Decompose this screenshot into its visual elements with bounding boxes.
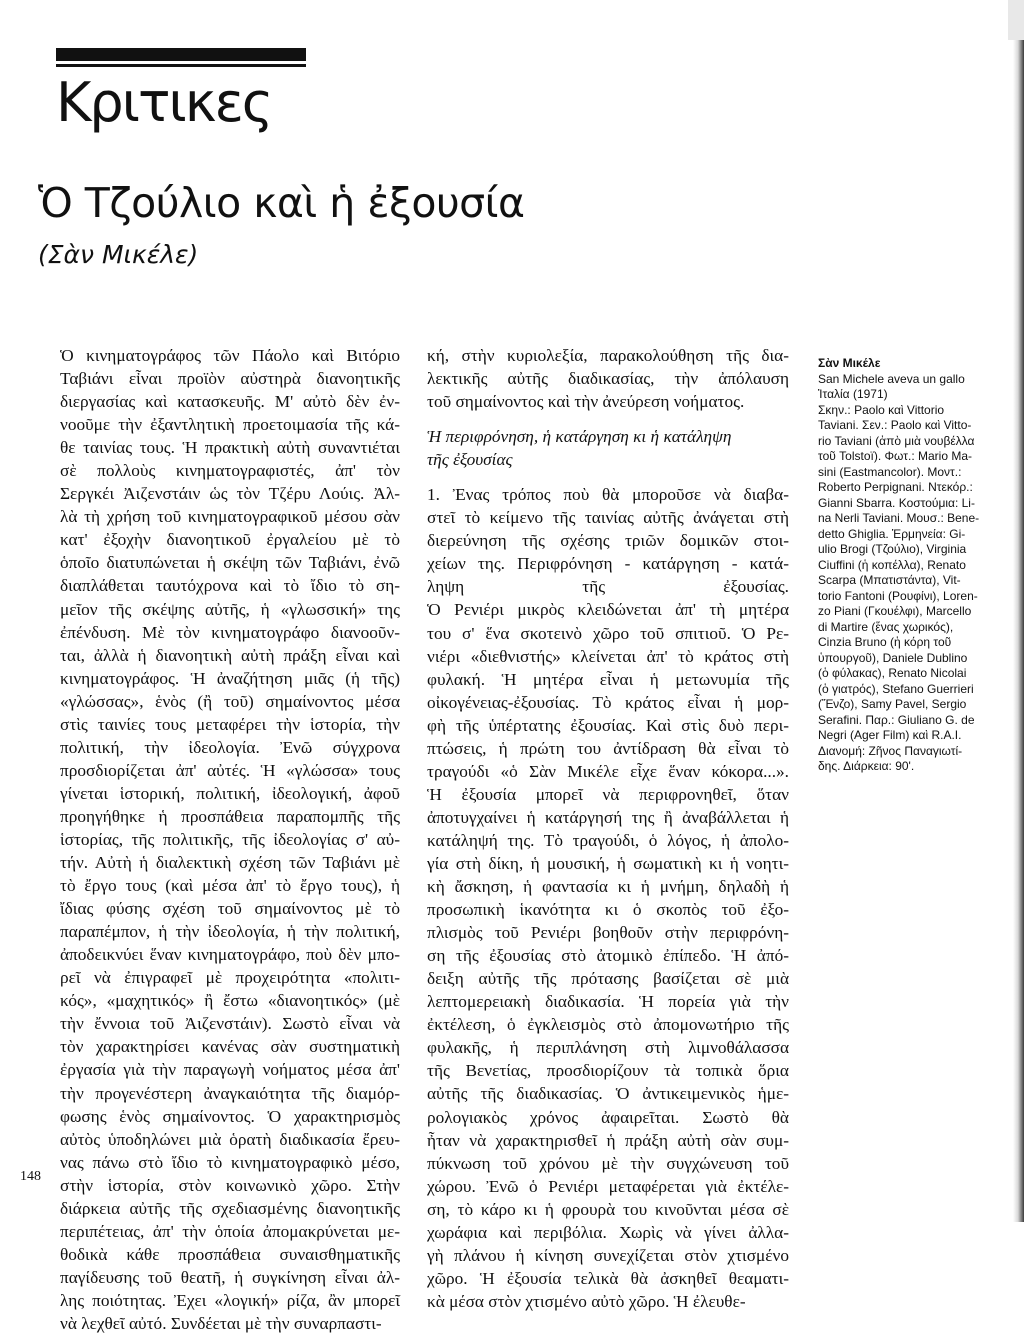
body-text-line: τὴν προγενέστερη ἀναγκαιότητα τῆς διαμόρ-: [60, 1083, 400, 1103]
credits-line: Negri (Ager Film) καὶ R.A.I.: [818, 728, 962, 742]
credits-line: Σκην.: Paolo καὶ Vittorio: [818, 402, 945, 417]
credits-line: δης. Διάρκεια: 90'.: [818, 759, 915, 773]
subheading-line: Ἡ περιφρόνηση, ἡ κατάργηση κι ἡ κατάληψη: [427, 427, 732, 447]
body-text-line: αὐτὸς ὑποδηλώνει μιὰ ὁρατὴ διαδικασία ἔρευ-: [60, 1129, 400, 1149]
body-text-line: χώρου. Ἐνῶ ὁ Ρενιέρι μεταφέρεται γιὰ ἐκτέλε-: [427, 1176, 789, 1196]
credits-line: sini (Eastmancolor). Μοντ.:: [818, 464, 962, 479]
body-text-line: ἀποτυγχαίνει ἡ κατάργησή της ἢ ἀναβάλλεται ἡ: [427, 807, 789, 827]
body-text-line: ἀποδεικνύει ἕναν κινηματογράφο, ποὺ δὲν μπο-: [60, 945, 400, 965]
body-text-line: ται, ἀλλὰ ἡ διανοητικὴ αὐτὴ πράξη εἶναι καὶ: [60, 645, 400, 665]
body-text-line: παραπέμπον, ἡ τὴν ἰδεολογία, ἡ τὴν πολιτική,: [60, 922, 400, 942]
body-text-line: ἐπένδυση. Μὲ τὸν κινηματογράφο διανοοῦν-: [60, 622, 400, 642]
body-text-line: παγίδευσης τοῦ θεατῆ, ἡ συγκίνηση εἶναι ἀλ-: [60, 1267, 400, 1287]
body-text-line: γὴ πλάνου ἡ κίνηση συνεχίζεται στὸν χτισμένο: [427, 1245, 789, 1265]
body-text-line: ἐργασία γιὰ τὴν παραγωγὴ νοήματος μέσα ἀπ': [60, 1060, 400, 1080]
credits-line: detto Ghiglia. Ἑρμηνεία: Gi-: [818, 526, 966, 541]
text-column-1: [60, 344, 400, 1335]
body-text-line: κατ' ἐξοχὴν διανοητικοῦ ἐργαλείου μὲ τὸ: [60, 530, 400, 550]
body-text-line: κή, στὴν κυριολεξία, παρακολούθηση τῆς δια-: [427, 346, 789, 365]
body-text-line: διάρκεια αὐτῆς τῆς σχεδιασμένης διανοητικῆς: [60, 1198, 400, 1218]
credits-line: Scarpa (Μπατιστάντα), Vit-: [818, 573, 961, 587]
body-text-line: κινηματογράφος. Ἡ ἀναζήτηση μιᾶς (ἡ τῆς): [60, 668, 400, 688]
scan-corner-mark: [1008, 0, 1024, 40]
credits-line: Ἰταλία (1971): [818, 387, 888, 401]
body-text-line: χείων της. Περιφρόνηση - κατάργηση - κατά-: [427, 554, 789, 574]
body-text-line: λεκτικῆς αὐτῆς διαδικασίας, τὴν ἀπόλαυση: [427, 369, 789, 389]
page-number: 148: [20, 1169, 41, 1184]
body-text-line: τοῦ σημαίνοντος καὶ τὴν ἀνεύρεση νοήματος.: [427, 392, 745, 412]
body-text-line: τήν. Αὐτὴ ἡ διαλεκτικὴ σχέση τῶν Ταβιάνι μὲ: [60, 853, 400, 873]
body-text-line: τὸ ἔργο τους (καὶ μέσα ἀπ' τὸ ἔργο τους), ἡ: [60, 876, 400, 896]
body-text-line: διαπλάθεται ταυτόχρονα καὶ τὸ ἴδιο τὸ ση-: [60, 576, 400, 596]
body-text-line: στεῖ τὸ κείμενο τῆς ταινίας αὐτῆς ἀνάγεται στὴ: [427, 508, 789, 528]
body-text-line: ρεῖ νὰ ἐπιγραφεῖ μὲ προχειρότητα «πολιτι-: [60, 968, 400, 988]
credits-line: τοῦ Tolstoï). Φωτ.: Mario Ma-: [818, 449, 973, 463]
paragraph-gap: [427, 413, 789, 425]
credits-line: (ὁ φύλακας), Renato Nicolai: [818, 666, 967, 680]
body-text-line: Ταβιάνι εἶναι προϊὸν αὐστηρὰ διανοητικῆς: [60, 369, 400, 389]
body-text-line: πτώσεις, ἡ πρώτη του ἀντίδραση θὰ εἶναι τὸ: [427, 738, 789, 758]
body-text-line: κὰ μέσα στὸν χτισμένο αὐτὸ χῶρο. Ἡ ἐλευθε-: [427, 1291, 746, 1311]
body-text-line: ση, τὸ κάρο κι ἡ φρουρὰ του κινοῦνται μέσα σὲ: [427, 1199, 789, 1219]
credits-line: Cinzia Bruno (ἡ κόρη τοῦ: [818, 635, 952, 649]
credits-line: na Nerli Taviani. Μουσ.: Bene-: [818, 511, 980, 525]
body-text-line: νας πάνω στὸ ἴδιο τὸ κινηματογραφικὸ μέσο,: [60, 1152, 400, 1172]
body-text-line: φὴ τῆς ὑπέρτατης ἐξουσίας. Καὶ στὶς δυὸ περι-: [427, 715, 789, 735]
body-text-line: κὴ ἄσκηση, ἡ φαντασία κι ἡ μνήμη, δηλαδὴ ἡ: [427, 877, 789, 897]
body-text-line: «γλώσσας», ἑνὸς (ἢ τοῦ) σημαίνοντος μέσα: [60, 691, 400, 711]
credits-line: torio Fantoni (Ρουφίνι), Loren-: [818, 588, 978, 603]
body-text-line: στὶς ταινίες τους μεταφέρει τὴν ἱστορία, τὴν: [60, 714, 400, 734]
body-text-line: τῆς Βενετίας, προσδιορίζουν τὰ τοπικὰ ὅρια: [427, 1061, 789, 1081]
body-text-line: Ὁ Ρενιέρι μικρὸς κλειδώνεται ἀπ' τὴ μητέρα: [427, 600, 789, 620]
body-text-line: σὲ πολλοὺς κινηματογραφιστές, ἀπ' τὸν: [60, 461, 400, 481]
body-text-line: φυλακή. Ἡ μητέρα εἶναι ἡ μετωνυμία τῆς: [427, 669, 789, 689]
body-text-line: λης ποιότητας. Ἐχει «λογική» ρίζα, ἂν μπορεῖ: [60, 1290, 400, 1310]
header-rule-thin: [56, 64, 306, 67]
credits-line: Taviani. Σεν.: Paolo καὶ Vitto-: [818, 418, 972, 432]
section-heading: Κριτικες: [56, 71, 272, 134]
body-text-line: τὸν χαρακτηρίσει κανένας σὰν συστηματικὴ: [60, 1037, 400, 1057]
body-text-line: κός», «μαχητικός» ἢ ἔστω «διανοητικός» (μὲ: [60, 991, 400, 1011]
body-text-line: χῶρο. Ἡ ἐξουσία τελικὰ θὰ ἀσκηθεῖ θεαματι-: [427, 1268, 789, 1288]
credits-line: Ciuffini (ἡ κοπέλλα), Renato: [818, 557, 966, 572]
credits-line: (Ἔνζο), Samy Pavel, Sergio: [818, 697, 967, 711]
body-text-line: προσωπικὴ ἱκανότητα κι ὁ σκοπὸς τοῦ ἐξο-: [427, 900, 789, 920]
scan-edge-shadow: [1013, 0, 1024, 1222]
credits-title: Σὰν Μικέλε: [818, 356, 881, 370]
body-text-line: ἴδιας φύσης σχέση τοῦ σημαίνοντος μὲ τὸ: [60, 899, 400, 919]
body-text-line: πλισμὸς τοῦ Ρενιέρι βοηθοῦν στὴν περιφρόνη-: [427, 923, 789, 943]
article-title: Ὁ Τζούλιο καὶ ἡ ἐξουσία: [38, 179, 525, 227]
body-text-line: δειξη αὐτῆς τῆς πρότασης βασίζεται σὲ μιὰ: [427, 969, 789, 989]
body-text-line: νιέρι «διεθνιστής» κλείνεται ἀπ' τὸ κράτος στὴ: [427, 646, 789, 666]
body-text-line: ἐκτέλεση, ὁ ἐγκλεισμὸς στὸ ἀπομονωτήριο τῆς: [427, 1015, 789, 1035]
body-text-line: γία στὴ δίκη, ἡ μουσική, ἡ σωματικὴ κι ἡ νοητι-: [427, 853, 789, 873]
body-text-line: ὁποῖο διατυπώνεται ἡ σκέψη τῶν Ταβιάνι, ἐνῶ: [60, 553, 400, 573]
body-text-line: ληψη τῆς ἐξουσίας.: [427, 577, 789, 597]
body-text-line: χωράφια καὶ περιβόλια. Χωρὶς νὰ γίνει ἀλλα-: [427, 1222, 789, 1242]
credits-line: ulio Brogi (Τζούλιο), Virginia: [818, 542, 967, 556]
body-text-line: διεργασίας καὶ κατασκευῆς. Μ' αὐτὸ δὲν ἐν-: [60, 392, 400, 412]
body-text-line: Σεργκέι Ἀιζενστάιν ὡς τὸν Τζέρυ Λούις. Ἀλ-: [60, 484, 400, 504]
body-text-line: λεπτομερειακὴ διαδικασία. Ἡ πορεία γιὰ τὴν: [427, 992, 789, 1012]
credits-line: San Michele aveva un gallo: [818, 371, 965, 386]
body-text-line: προηγήθηκε ἡ προσπάθεια παραπομπῆς τῆς: [60, 806, 400, 826]
body-text-line: φωσης ἑνὸς σημαίνοντος. Ὁ χαρακτηρισμὸς: [60, 1106, 400, 1126]
body-text-line: προσδιορίζεται ἀπ' αὐτές. Ἡ «γλώσσα» τους: [60, 760, 400, 780]
credits-line: zo Piani (Γκουέλφι), Marcello: [818, 604, 972, 618]
body-text-line: ἦταν νὰ χαρακτηρισθεῖ ἡ πράξη αὐτὴ σὰν συμ-: [427, 1130, 789, 1150]
body-text-line: νὰ λεχθεῖ αὐτό. Συνδέεται μὲ τὴν συναρπαστι-: [60, 1313, 382, 1333]
body-text-line: φυλακῆς, ἡ περιπλάνηση στὴ λιμνοθάλασσα: [427, 1038, 789, 1058]
body-text-line: πύκνωση τοῦ χρόνου μὲ τὴν συγχώνευση τοῦ: [427, 1153, 789, 1173]
body-text-line: ρολογιακὸς χρόνος ἀφαιρεῖται. Σωστὸ θὰ: [427, 1107, 789, 1127]
body-text-line: 1. Ἐνας τρόπος ποὺ θὰ μποροῦσε νὰ διαβα-: [427, 485, 789, 505]
body-text-line: κατάληψή της. Τὸ τραγούδι, ὁ λόγος, ἡ ἀπολο-: [427, 830, 789, 850]
body-text-line: Ἡ ἐξουσία μπορεῖ νὰ περιφρονηθεῖ, ὅταν: [427, 784, 789, 804]
credits-line: Serafini. Παρ.: Giuliano G. de: [818, 712, 975, 727]
body-text-line: περιπέτειας, ἀπ' τὴν ὁποία ἀπομακρύνεται με-: [60, 1221, 400, 1241]
body-text-line: οἰκογένειας-ἐξουσίας. Τὸ κράτος εἶναι ἡ μορ-: [427, 692, 789, 712]
credits-line: (ὁ γιατρός), Stefano Guerrieri: [818, 681, 974, 696]
body-text-line: τὴν ἔννοια τοῦ Ἀιζενστάιν). Σωστὸ εἶναι νὰ: [60, 1014, 400, 1034]
body-text-line: θοδικὰ κάθε προσπάθεια συναισθηματικῆς: [60, 1244, 400, 1264]
body-text-line: τραγούδι «ὁ Σὰν Μικέλε εἶχε ἕναν κόκορα...».: [427, 761, 789, 781]
film-subtitle: (Σὰν Μικέλε): [38, 240, 199, 269]
credits-line: Διανομή: Ζῆνος Παναγιωτί-: [818, 743, 963, 758]
body-text-line: νοοῦμε τὴν ἐξαντλητικὴ προετοιμασία τῆς κά-: [60, 415, 400, 435]
body-text-line: αὐτῆς τῆς διαδικασίας. Ὁ ἀντικειμενικὸς ἡμε-: [427, 1084, 789, 1104]
body-text-line: πολιτική, τὴν ἰδεολογία. Ἐνῶ σύγχρονα: [60, 737, 400, 757]
body-text-line: λὰ τὴ χρήση τοῦ κινηματογραφικοῦ μέσου σὰν: [60, 507, 400, 527]
subheading-line: τῆς ἐξουσίας: [427, 450, 513, 470]
body-text-line: ἱστορίας, τῆς πολιτικῆς, τῆς ἰδεολογίας σ' αὐ-: [60, 829, 400, 849]
body-text-line: γίνεται ἱστορική, πολιτική, ἰδεολογική, ἀφοῦ: [60, 783, 400, 803]
film-credits: [818, 356, 1010, 775]
body-text-line: στὴν ἱστορία, στὸν κοινωνικὸ χῶρο. Στὴν: [60, 1175, 400, 1195]
text-column-2: [427, 344, 789, 1313]
paragraph-gap: [427, 471, 789, 483]
credits-line: Roberto Perpignani. Ντεκόρ.:: [818, 480, 973, 494]
credits-line: Gianni Sbarra. Κοστούμια: Li-: [818, 495, 975, 510]
credits-line: ὑπουργοῦ), Daniele Dublino: [818, 650, 968, 665]
body-text-line: θε ταινίας τους. Ἡ πρακτικὴ αὐτὴ συναντιέται: [60, 438, 400, 458]
header-rule-thick: [56, 48, 306, 61]
body-text-line: διερεύνηση τῆς σχέσης τριῶν δομικῶν στοι-: [427, 531, 789, 551]
body-text-line: μεῖον τῆς σκέψης αὐτῆς, ἡ «γλωσσική» της: [60, 599, 400, 619]
body-text-line: Ὁ κινηματογράφος τῶν Πάολο καὶ Βιτόριο: [60, 346, 400, 365]
body-text-line: ση τῆς ἐξουσίας στὸ ἀτομικὸ ἐπίπεδο. Ἡ ἀπό-: [427, 946, 789, 966]
credits-line: rio Taviani (ἀπὸ μιὰ νουβέλλα: [818, 433, 975, 448]
credits-line: di Martire (ἕνας χωρικός),: [818, 619, 954, 634]
body-text-line: του σ' ἕνα σκοτεινὸ χῶρο τοῦ σπιτιοῦ. Ὁ Ρε-: [427, 623, 789, 643]
